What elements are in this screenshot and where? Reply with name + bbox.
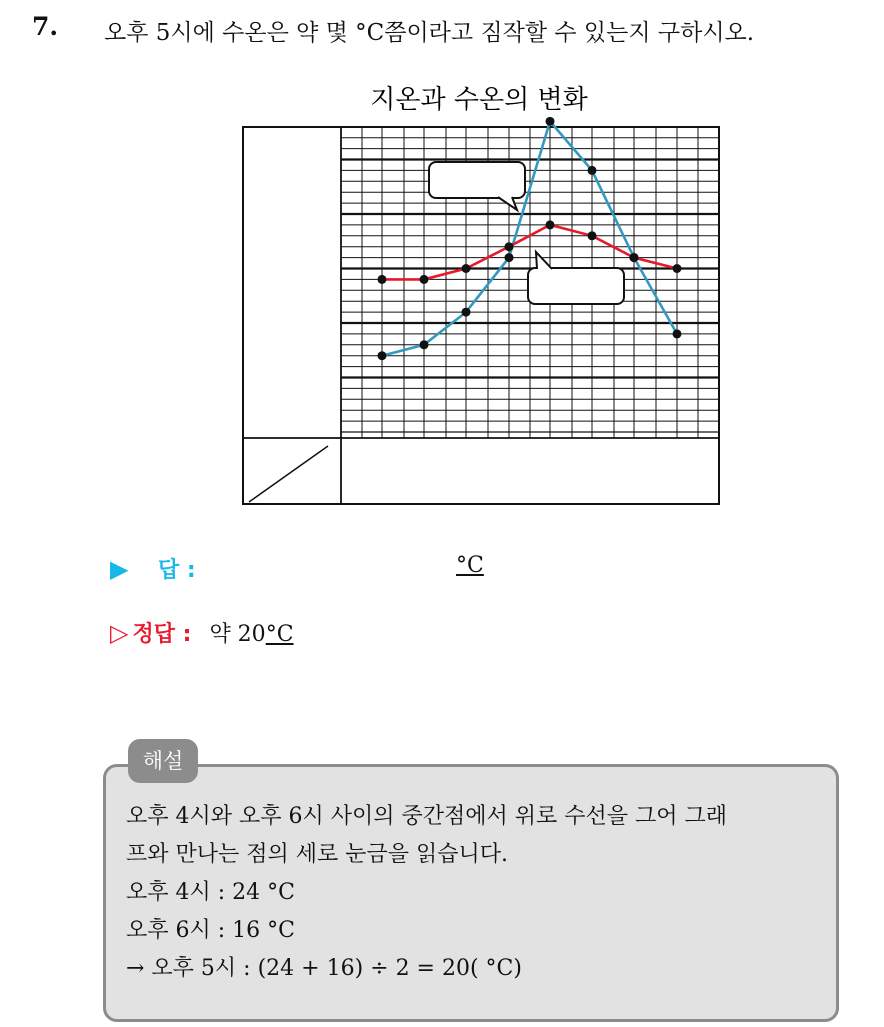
answer-key-row	[110, 617, 294, 648]
data-point	[588, 231, 597, 240]
data-point	[505, 253, 514, 262]
question-text: 오후 5시에 수온은 약 몇 °C쯤이라고 짐작할 수 있는지 구하시오.	[104, 20, 755, 46]
data-point	[546, 117, 555, 126]
data-point	[378, 351, 387, 360]
play-triangle-icon: ▶	[110, 555, 129, 583]
explanation-line: 오후 4시와 오후 6시 사이의 중간점에서 위로 수선을 그어 그래	[126, 804, 727, 829]
data-point	[588, 166, 597, 175]
water-temp-callout	[528, 252, 624, 304]
explanation-line: 프와 만나는 점의 세로 눈금을 읽습니다.	[126, 842, 508, 867]
answer-key-unit: °C	[265, 622, 294, 647]
question-number: 7.	[32, 12, 59, 41]
data-point	[462, 264, 471, 273]
explanation-line: 오후 6시 : 16 °C	[126, 918, 295, 943]
callout-bubble	[528, 268, 624, 304]
explanation-line: → 오후 5시 : (24 + 16) ÷ 2 = 20( °C)	[126, 956, 522, 981]
explanation-line: 오후 4시 : 24 °C	[126, 880, 295, 905]
answer-label: 답 :	[158, 558, 196, 583]
data-point	[378, 275, 387, 284]
answer-key-label: 정답 :	[132, 622, 192, 647]
answer-row	[110, 553, 196, 584]
data-point	[673, 329, 682, 338]
data-point	[630, 253, 639, 262]
explanation-lines	[126, 798, 727, 988]
data-point	[420, 340, 429, 349]
explanation-tag: 해설	[128, 739, 198, 783]
data-point	[546, 220, 555, 229]
chart-title: 지온과 수온의 변화	[370, 85, 588, 115]
answer-unit: °C	[456, 553, 484, 578]
data-point	[462, 308, 471, 317]
outline-triangle-icon: ▷	[110, 619, 129, 647]
corner-diagonal	[249, 446, 328, 502]
data-point	[420, 275, 429, 284]
answer-key-value: 약 20	[209, 622, 266, 647]
data-point	[505, 242, 514, 251]
temperature-chart	[236, 82, 726, 508]
callout-bubble	[429, 162, 525, 198]
data-point	[673, 264, 682, 273]
